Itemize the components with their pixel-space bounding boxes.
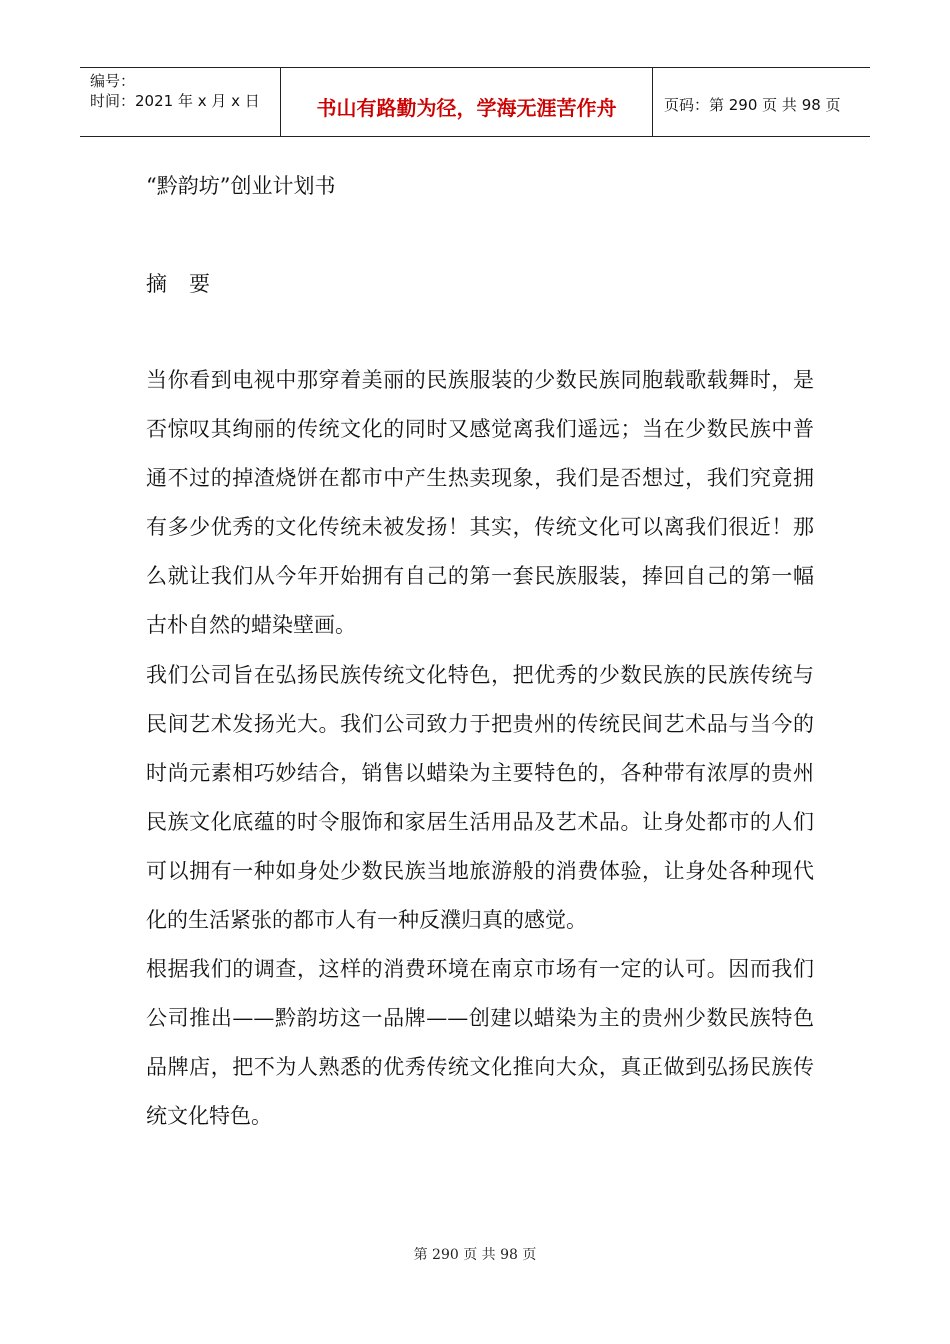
header-meta: [80, 68, 281, 136]
document-number-label: 编号：: [90, 72, 136, 90]
header-page-info: 页码：第 290 页 共 98 页: [664, 95, 841, 114]
body-paragraph: 根据我们的调查，这样的消费环境在南京市场有一定的认可。因而我们公司推出——黔韵坊这一品牌——创建以蜡染为主的贵州少数民族特色品牌店，把不为人熟悉的优秀传统文化推向大众，真正做到弘扬民族传统文化特色。: [146, 957, 814, 1129]
document-body: [146, 356, 814, 1142]
body-paragraph: 我们公司旨在弘扬民族传统文化特色，把优秀的少数民族的民族传统与民间艺术发扬光大。我们公司致力于把贵州的传统民间艺术品与当今的时尚元素相巧妙结合，销售以蜡染为主要特色的，各种带有浓厚的贵州民族文化底蕴的时令服饰和家居生活用品及艺术品。让身处都市的人们可以拥有一种如身处少数民族当地旅游般的消费体验，让身处各种现代化的生活紧张的都市人有一种反濮归真的感觉。: [146, 662, 814, 933]
abstract-heading: 摘要: [146, 272, 232, 296]
page-footer: 第 290 页 共 98 页: [413, 1247, 537, 1263]
header-motto: 书山有路勤为径，学海无涯苦作舟: [281, 68, 653, 136]
page-header: [80, 67, 870, 137]
document-title: “黔韵坊”创业计划书: [146, 174, 336, 198]
body-paragraph: 当你看到电视中那穿着美丽的民族服装的少数民族同胞载歌载舞时，是否惊叹其绚丽的传统文化的同时又感觉离我们遥远；当在少数民族中普通不过的掉渣烧饼在都市中产生热卖现象，我们是否想过，我们究竟拥有多少优秀的文化传统未被发扬！其实，传统文化可以离我们很近！那么就让我们从今年开始拥有自己的第一套民族服装，捧回自己的第一幅古朴自然的蜡染壁画。: [146, 368, 814, 638]
document-date: 时间：2021 年 x 月 x 日: [90, 92, 260, 110]
